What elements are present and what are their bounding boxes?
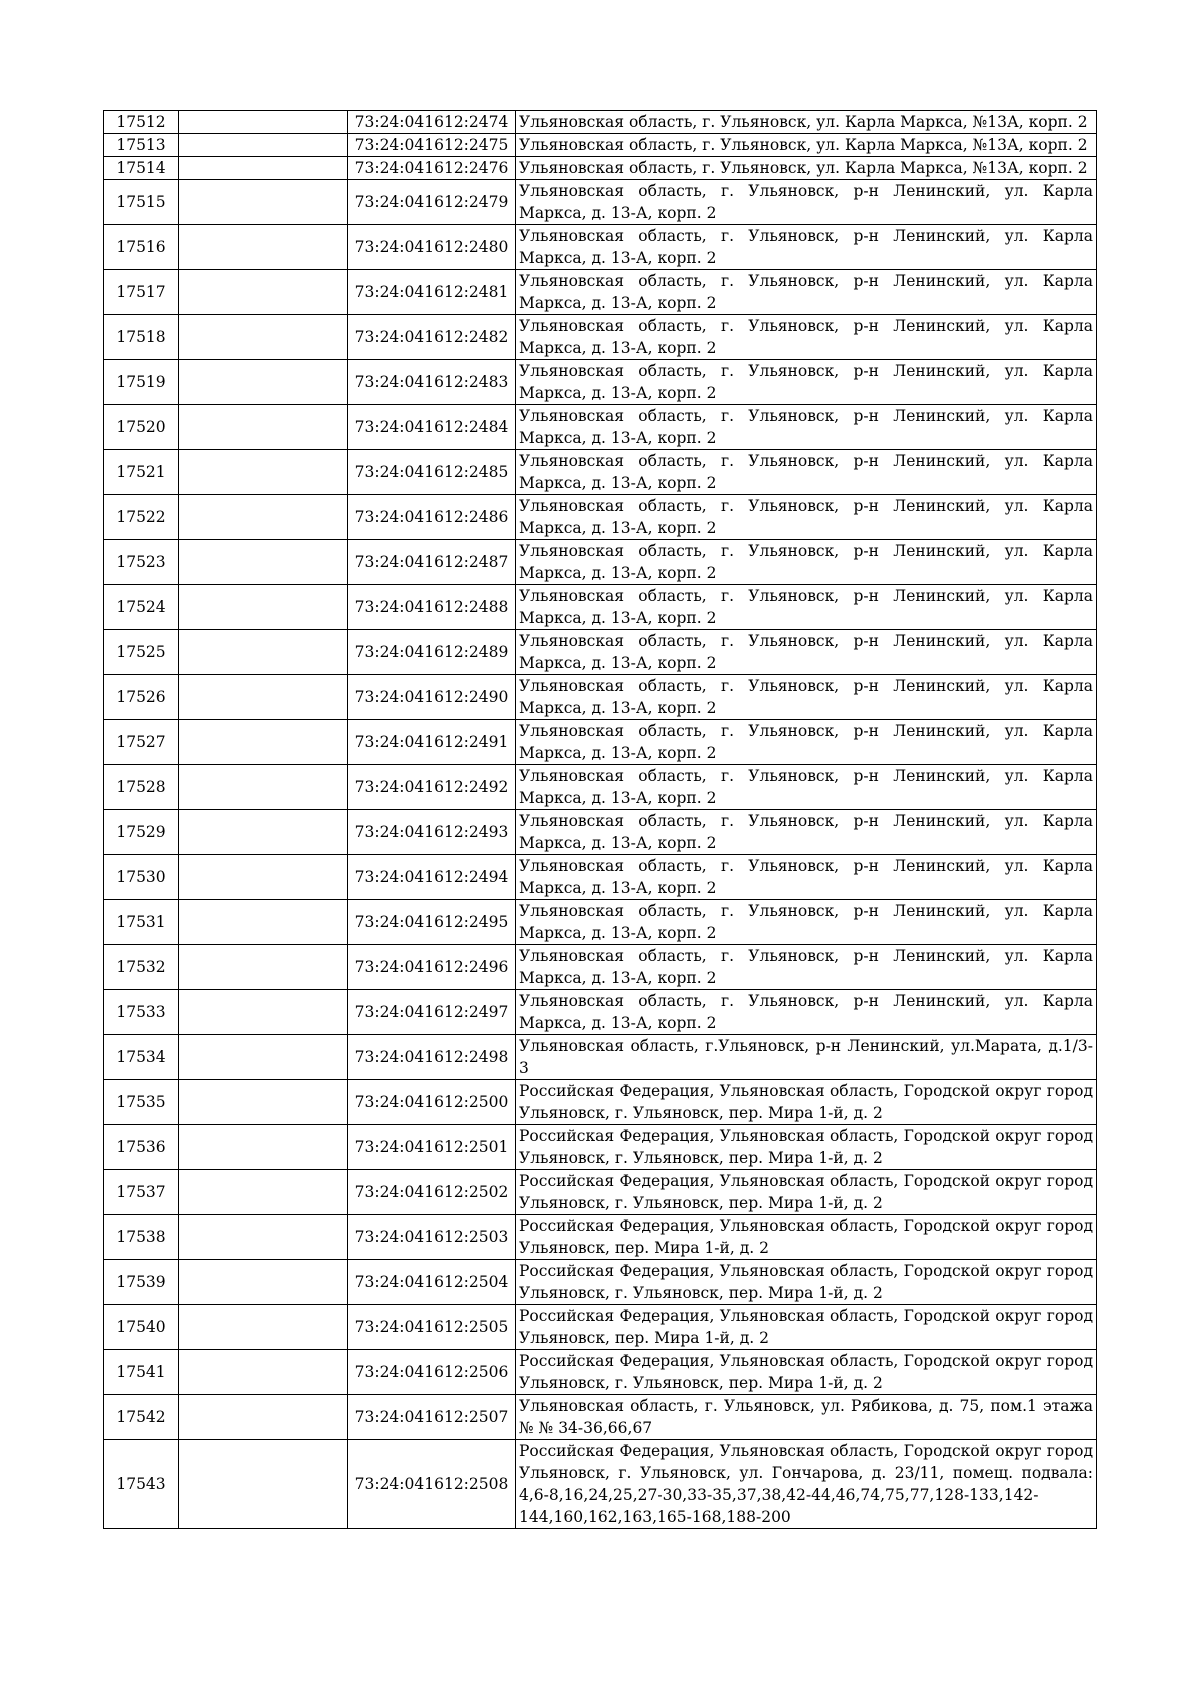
empty-cell bbox=[179, 675, 348, 720]
row-number-cell: 17512 bbox=[104, 111, 179, 134]
address-cell: Ульяновская область, г. Ульяновск, р-н Ленинский, ул. Карла Маркса, д. 13-А, корп. 2 bbox=[516, 225, 1097, 270]
address-cell: Ульяновская область, г. Ульяновск, р-н Ленинский, ул. Карла Маркса, д. 13-А, корп. 2 bbox=[516, 720, 1097, 765]
table-row bbox=[104, 1215, 1097, 1260]
table-row bbox=[104, 585, 1097, 630]
table-row bbox=[104, 225, 1097, 270]
address-cell: Ульяновская область, г.Ульяновск, р-н Ленинский, ул.Марата, д.1/3-3 bbox=[516, 1035, 1097, 1080]
address-cell: Ульяновская область, г. Ульяновск, р-н Ленинский, ул. Карла Маркса, д. 13-А, корп. 2 bbox=[516, 405, 1097, 450]
row-number-cell: 17532 bbox=[104, 945, 179, 990]
cadastral-number-cell: 73:24:041612:2490 bbox=[348, 675, 516, 720]
row-number-cell: 17538 bbox=[104, 1215, 179, 1260]
row-number-cell: 17514 bbox=[104, 157, 179, 180]
empty-cell bbox=[179, 1170, 348, 1215]
cadastral-number-cell: 73:24:041612:2495 bbox=[348, 900, 516, 945]
address-cell: Ульяновская область, г. Ульяновск, р-н Ленинский, ул. Карла Маркса, д. 13-А, корп. 2 bbox=[516, 450, 1097, 495]
row-number-cell: 17534 bbox=[104, 1035, 179, 1080]
row-number-cell: 17536 bbox=[104, 1125, 179, 1170]
row-number-cell: 17513 bbox=[104, 134, 179, 157]
row-number-cell: 17522 bbox=[104, 495, 179, 540]
empty-cell bbox=[179, 720, 348, 765]
empty-cell bbox=[179, 225, 348, 270]
address-cell: Ульяновская область, г. Ульяновск, ул. Карла Маркса, №13А, корп. 2 bbox=[516, 134, 1097, 157]
table-row bbox=[104, 1305, 1097, 1350]
cadastral-number-cell: 73:24:041612:2492 bbox=[348, 765, 516, 810]
table-row bbox=[104, 1170, 1097, 1215]
table-row bbox=[104, 360, 1097, 405]
cadastral-number-cell: 73:24:041612:2501 bbox=[348, 1125, 516, 1170]
address-cell: Ульяновская область, г. Ульяновск, р-н Ленинский, ул. Карла Маркса, д. 13-А, корп. 2 bbox=[516, 495, 1097, 540]
cadastral-number-cell: 73:24:041612:2493 bbox=[348, 810, 516, 855]
cadastral-number-cell: 73:24:041612:2497 bbox=[348, 990, 516, 1035]
cadastral-number-cell: 73:24:041612:2494 bbox=[348, 855, 516, 900]
row-number-cell: 17524 bbox=[104, 585, 179, 630]
cadastral-number-cell: 73:24:041612:2500 bbox=[348, 1080, 516, 1125]
table-row bbox=[104, 157, 1097, 180]
table-row bbox=[104, 810, 1097, 855]
cadastral-number-cell: 73:24:041612:2506 bbox=[348, 1350, 516, 1395]
table-row bbox=[104, 540, 1097, 585]
empty-cell bbox=[179, 360, 348, 405]
cadastral-number-cell: 73:24:041612:2505 bbox=[348, 1305, 516, 1350]
empty-cell bbox=[179, 1080, 348, 1125]
empty-cell bbox=[179, 900, 348, 945]
table-row bbox=[104, 405, 1097, 450]
empty-cell bbox=[179, 945, 348, 990]
empty-cell bbox=[179, 270, 348, 315]
table-row bbox=[104, 765, 1097, 810]
address-cell: Ульяновская область, г. Ульяновск, р-н Ленинский, ул. Карла Маркса, д. 13-А, корп. 2 bbox=[516, 855, 1097, 900]
address-cell: Российская Федерация, Ульяновская область, Городской округ город Ульяновск, пер. Мира 1-й, д. 2 bbox=[516, 1305, 1097, 1350]
cadastral-number-cell: 73:24:041612:2498 bbox=[348, 1035, 516, 1080]
cadastral-number-cell: 73:24:041612:2487 bbox=[348, 540, 516, 585]
table-row bbox=[104, 1395, 1097, 1440]
row-number-cell: 17526 bbox=[104, 675, 179, 720]
cadastral-number-cell: 73:24:041612:2504 bbox=[348, 1260, 516, 1305]
address-cell: Ульяновская область, г. Ульяновск, р-н Ленинский, ул. Карла Маркса, д. 13-А, корп. 2 bbox=[516, 315, 1097, 360]
row-number-cell: 17515 bbox=[104, 180, 179, 225]
empty-cell bbox=[179, 180, 348, 225]
address-cell: Российская Федерация, Ульяновская область, Городской округ город Ульяновск, г. Ульяновск, пер. Мира 1-й, д. 2 bbox=[516, 1125, 1097, 1170]
row-number-cell: 17527 bbox=[104, 720, 179, 765]
empty-cell bbox=[179, 111, 348, 134]
row-number-cell: 17537 bbox=[104, 1170, 179, 1215]
empty-cell bbox=[179, 810, 348, 855]
address-cell: Российская Федерация, Ульяновская область, Городской округ город Ульяновск, г. Ульяновск, пер. Мира 1-й, д. 2 bbox=[516, 1080, 1097, 1125]
cadastral-number-cell: 73:24:041612:2485 bbox=[348, 450, 516, 495]
cadastral-number-cell: 73:24:041612:2508 bbox=[348, 1440, 516, 1529]
row-number-cell: 17521 bbox=[104, 450, 179, 495]
address-cell: Ульяновская область, г. Ульяновск, ул. Карла Маркса, №13А, корп. 2 bbox=[516, 111, 1097, 134]
address-cell: Ульяновская область, г. Ульяновск, ул. Рябикова, д. 75, пом.1 этажа № № 34-36,66,67 bbox=[516, 1395, 1097, 1440]
empty-cell bbox=[179, 405, 348, 450]
address-cell: Ульяновская область, г. Ульяновск, ул. Карла Маркса, №13А, корп. 2 bbox=[516, 157, 1097, 180]
cadastral-number-cell: 73:24:041612:2479 bbox=[348, 180, 516, 225]
address-cell: Ульяновская область, г. Ульяновск, р-н Ленинский, ул. Карла Маркса, д. 13-А, корп. 2 bbox=[516, 360, 1097, 405]
table-row bbox=[104, 990, 1097, 1035]
cadastral-number-cell: 73:24:041612:2502 bbox=[348, 1170, 516, 1215]
address-cell: Ульяновская область, г. Ульяновск, р-н Ленинский, ул. Карла Маркса, д. 13-А, корп. 2 bbox=[516, 990, 1097, 1035]
cadastral-number-cell: 73:24:041612:2488 bbox=[348, 585, 516, 630]
table-row bbox=[104, 450, 1097, 495]
address-cell: Ульяновская область, г. Ульяновск, р-н Ленинский, ул. Карла Маркса, д. 13-А, корп. 2 bbox=[516, 585, 1097, 630]
address-cell: Ульяновская область, г. Ульяновск, р-н Ленинский, ул. Карла Маркса, д. 13-А, корп. 2 bbox=[516, 270, 1097, 315]
cadastral-number-cell: 73:24:041612:2474 bbox=[348, 111, 516, 134]
row-number-cell: 17535 bbox=[104, 1080, 179, 1125]
address-cell: Российская Федерация, Ульяновская область, Городской округ город Ульяновск, г. Ульяновск, ул. Гончарова, д. 23/11, помещ. подвала: 4,6-8,16,24,25,27-30,33-35,37,38,42-44,46,74,75,77,128-133,142-144,160,162,163,165-168,188-200 bbox=[516, 1440, 1097, 1529]
row-number-cell: 17519 bbox=[104, 360, 179, 405]
row-number-cell: 17520 bbox=[104, 405, 179, 450]
row-number-cell: 17541 bbox=[104, 1350, 179, 1395]
empty-cell bbox=[179, 1125, 348, 1170]
address-cell: Ульяновская область, г. Ульяновск, р-н Ленинский, ул. Карла Маркса, д. 13-А, корп. 2 bbox=[516, 675, 1097, 720]
cadastral-number-cell: 73:24:041612:2507 bbox=[348, 1395, 516, 1440]
table-row bbox=[104, 900, 1097, 945]
table-row bbox=[104, 1035, 1097, 1080]
cadastral-number-cell: 73:24:041612:2480 bbox=[348, 225, 516, 270]
table-row bbox=[104, 134, 1097, 157]
table-row bbox=[104, 945, 1097, 990]
cadastral-number-cell: 73:24:041612:2483 bbox=[348, 360, 516, 405]
cadastral-number-cell: 73:24:041612:2484 bbox=[348, 405, 516, 450]
table-row bbox=[104, 855, 1097, 900]
table-row bbox=[104, 495, 1097, 540]
empty-cell bbox=[179, 315, 348, 360]
row-number-cell: 17531 bbox=[104, 900, 179, 945]
table-row bbox=[104, 111, 1097, 134]
address-cell: Ульяновская область, г. Ульяновск, р-н Ленинский, ул. Карла Маркса, д. 13-А, корп. 2 bbox=[516, 810, 1097, 855]
cadastral-number-cell: 73:24:041612:2475 bbox=[348, 134, 516, 157]
row-number-cell: 17540 bbox=[104, 1305, 179, 1350]
empty-cell bbox=[179, 630, 348, 675]
table-row bbox=[104, 630, 1097, 675]
row-number-cell: 17542 bbox=[104, 1395, 179, 1440]
address-cell: Российская Федерация, Ульяновская область, Городской округ город Ульяновск, пер. Мира 1-й, д. 2 bbox=[516, 1215, 1097, 1260]
address-cell: Российская Федерация, Ульяновская область, Городской округ город Ульяновск, г. Ульяновск, пер. Мира 1-й, д. 2 bbox=[516, 1260, 1097, 1305]
row-number-cell: 17529 bbox=[104, 810, 179, 855]
empty-cell bbox=[179, 1305, 348, 1350]
cadastral-number-cell: 73:24:041612:2481 bbox=[348, 270, 516, 315]
address-cell: Ульяновская область, г. Ульяновск, р-н Ленинский, ул. Карла Маркса, д. 13-А, корп. 2 bbox=[516, 180, 1097, 225]
empty-cell bbox=[179, 1440, 348, 1529]
empty-cell bbox=[179, 1215, 348, 1260]
address-cell: Ульяновская область, г. Ульяновск, р-н Ленинский, ул. Карла Маркса, д. 13-А, корп. 2 bbox=[516, 765, 1097, 810]
row-number-cell: 17523 bbox=[104, 540, 179, 585]
table-row bbox=[104, 1125, 1097, 1170]
empty-cell bbox=[179, 1260, 348, 1305]
cadastral-number-cell: 73:24:041612:2489 bbox=[348, 630, 516, 675]
address-cell: Российская Федерация, Ульяновская область, Городской округ город Ульяновск, г. Ульяновск, пер. Мира 1-й, д. 2 bbox=[516, 1170, 1097, 1215]
row-number-cell: 17516 bbox=[104, 225, 179, 270]
cadastral-number-cell: 73:24:041612:2491 bbox=[348, 720, 516, 765]
table-row bbox=[104, 270, 1097, 315]
cadastral-number-cell: 73:24:041612:2503 bbox=[348, 1215, 516, 1260]
table-row bbox=[104, 720, 1097, 765]
empty-cell bbox=[179, 855, 348, 900]
row-number-cell: 17530 bbox=[104, 855, 179, 900]
table-row bbox=[104, 1260, 1097, 1305]
row-number-cell: 17528 bbox=[104, 765, 179, 810]
row-number-cell: 17539 bbox=[104, 1260, 179, 1305]
row-number-cell: 17533 bbox=[104, 990, 179, 1035]
table-row bbox=[104, 1080, 1097, 1125]
row-number-cell: 17518 bbox=[104, 315, 179, 360]
empty-cell bbox=[179, 540, 348, 585]
empty-cell bbox=[179, 1035, 348, 1080]
cadastral-number-cell: 73:24:041612:2486 bbox=[348, 495, 516, 540]
row-number-cell: 17517 bbox=[104, 270, 179, 315]
empty-cell bbox=[179, 1350, 348, 1395]
address-cell: Ульяновская область, г. Ульяновск, р-н Ленинский, ул. Карла Маркса, д. 13-А, корп. 2 bbox=[516, 630, 1097, 675]
records-table bbox=[103, 110, 1097, 1529]
empty-cell bbox=[179, 134, 348, 157]
empty-cell bbox=[179, 157, 348, 180]
cadastral-number-cell: 73:24:041612:2476 bbox=[348, 157, 516, 180]
row-number-cell: 17525 bbox=[104, 630, 179, 675]
empty-cell bbox=[179, 765, 348, 810]
table-row bbox=[104, 315, 1097, 360]
empty-cell bbox=[179, 585, 348, 630]
address-cell: Российская Федерация, Ульяновская область, Городской округ город Ульяновск, г. Ульяновск, пер. Мира 1-й, д. 2 bbox=[516, 1350, 1097, 1395]
cadastral-number-cell: 73:24:041612:2496 bbox=[348, 945, 516, 990]
address-cell: Ульяновская область, г. Ульяновск, р-н Ленинский, ул. Карла Маркса, д. 13-А, корп. 2 bbox=[516, 900, 1097, 945]
table-row bbox=[104, 1350, 1097, 1395]
empty-cell bbox=[179, 1395, 348, 1440]
empty-cell bbox=[179, 495, 348, 540]
address-cell: Ульяновская область, г. Ульяновск, р-н Ленинский, ул. Карла Маркса, д. 13-А, корп. 2 bbox=[516, 540, 1097, 585]
table-row bbox=[104, 675, 1097, 720]
empty-cell bbox=[179, 990, 348, 1035]
table-row bbox=[104, 180, 1097, 225]
row-number-cell: 17543 bbox=[104, 1440, 179, 1529]
empty-cell bbox=[179, 450, 348, 495]
address-cell: Ульяновская область, г. Ульяновск, р-н Ленинский, ул. Карла Маркса, д. 13-А, корп. 2 bbox=[516, 945, 1097, 990]
table-row bbox=[104, 1440, 1097, 1529]
records-table-body bbox=[104, 111, 1097, 1529]
cadastral-number-cell: 73:24:041612:2482 bbox=[348, 315, 516, 360]
